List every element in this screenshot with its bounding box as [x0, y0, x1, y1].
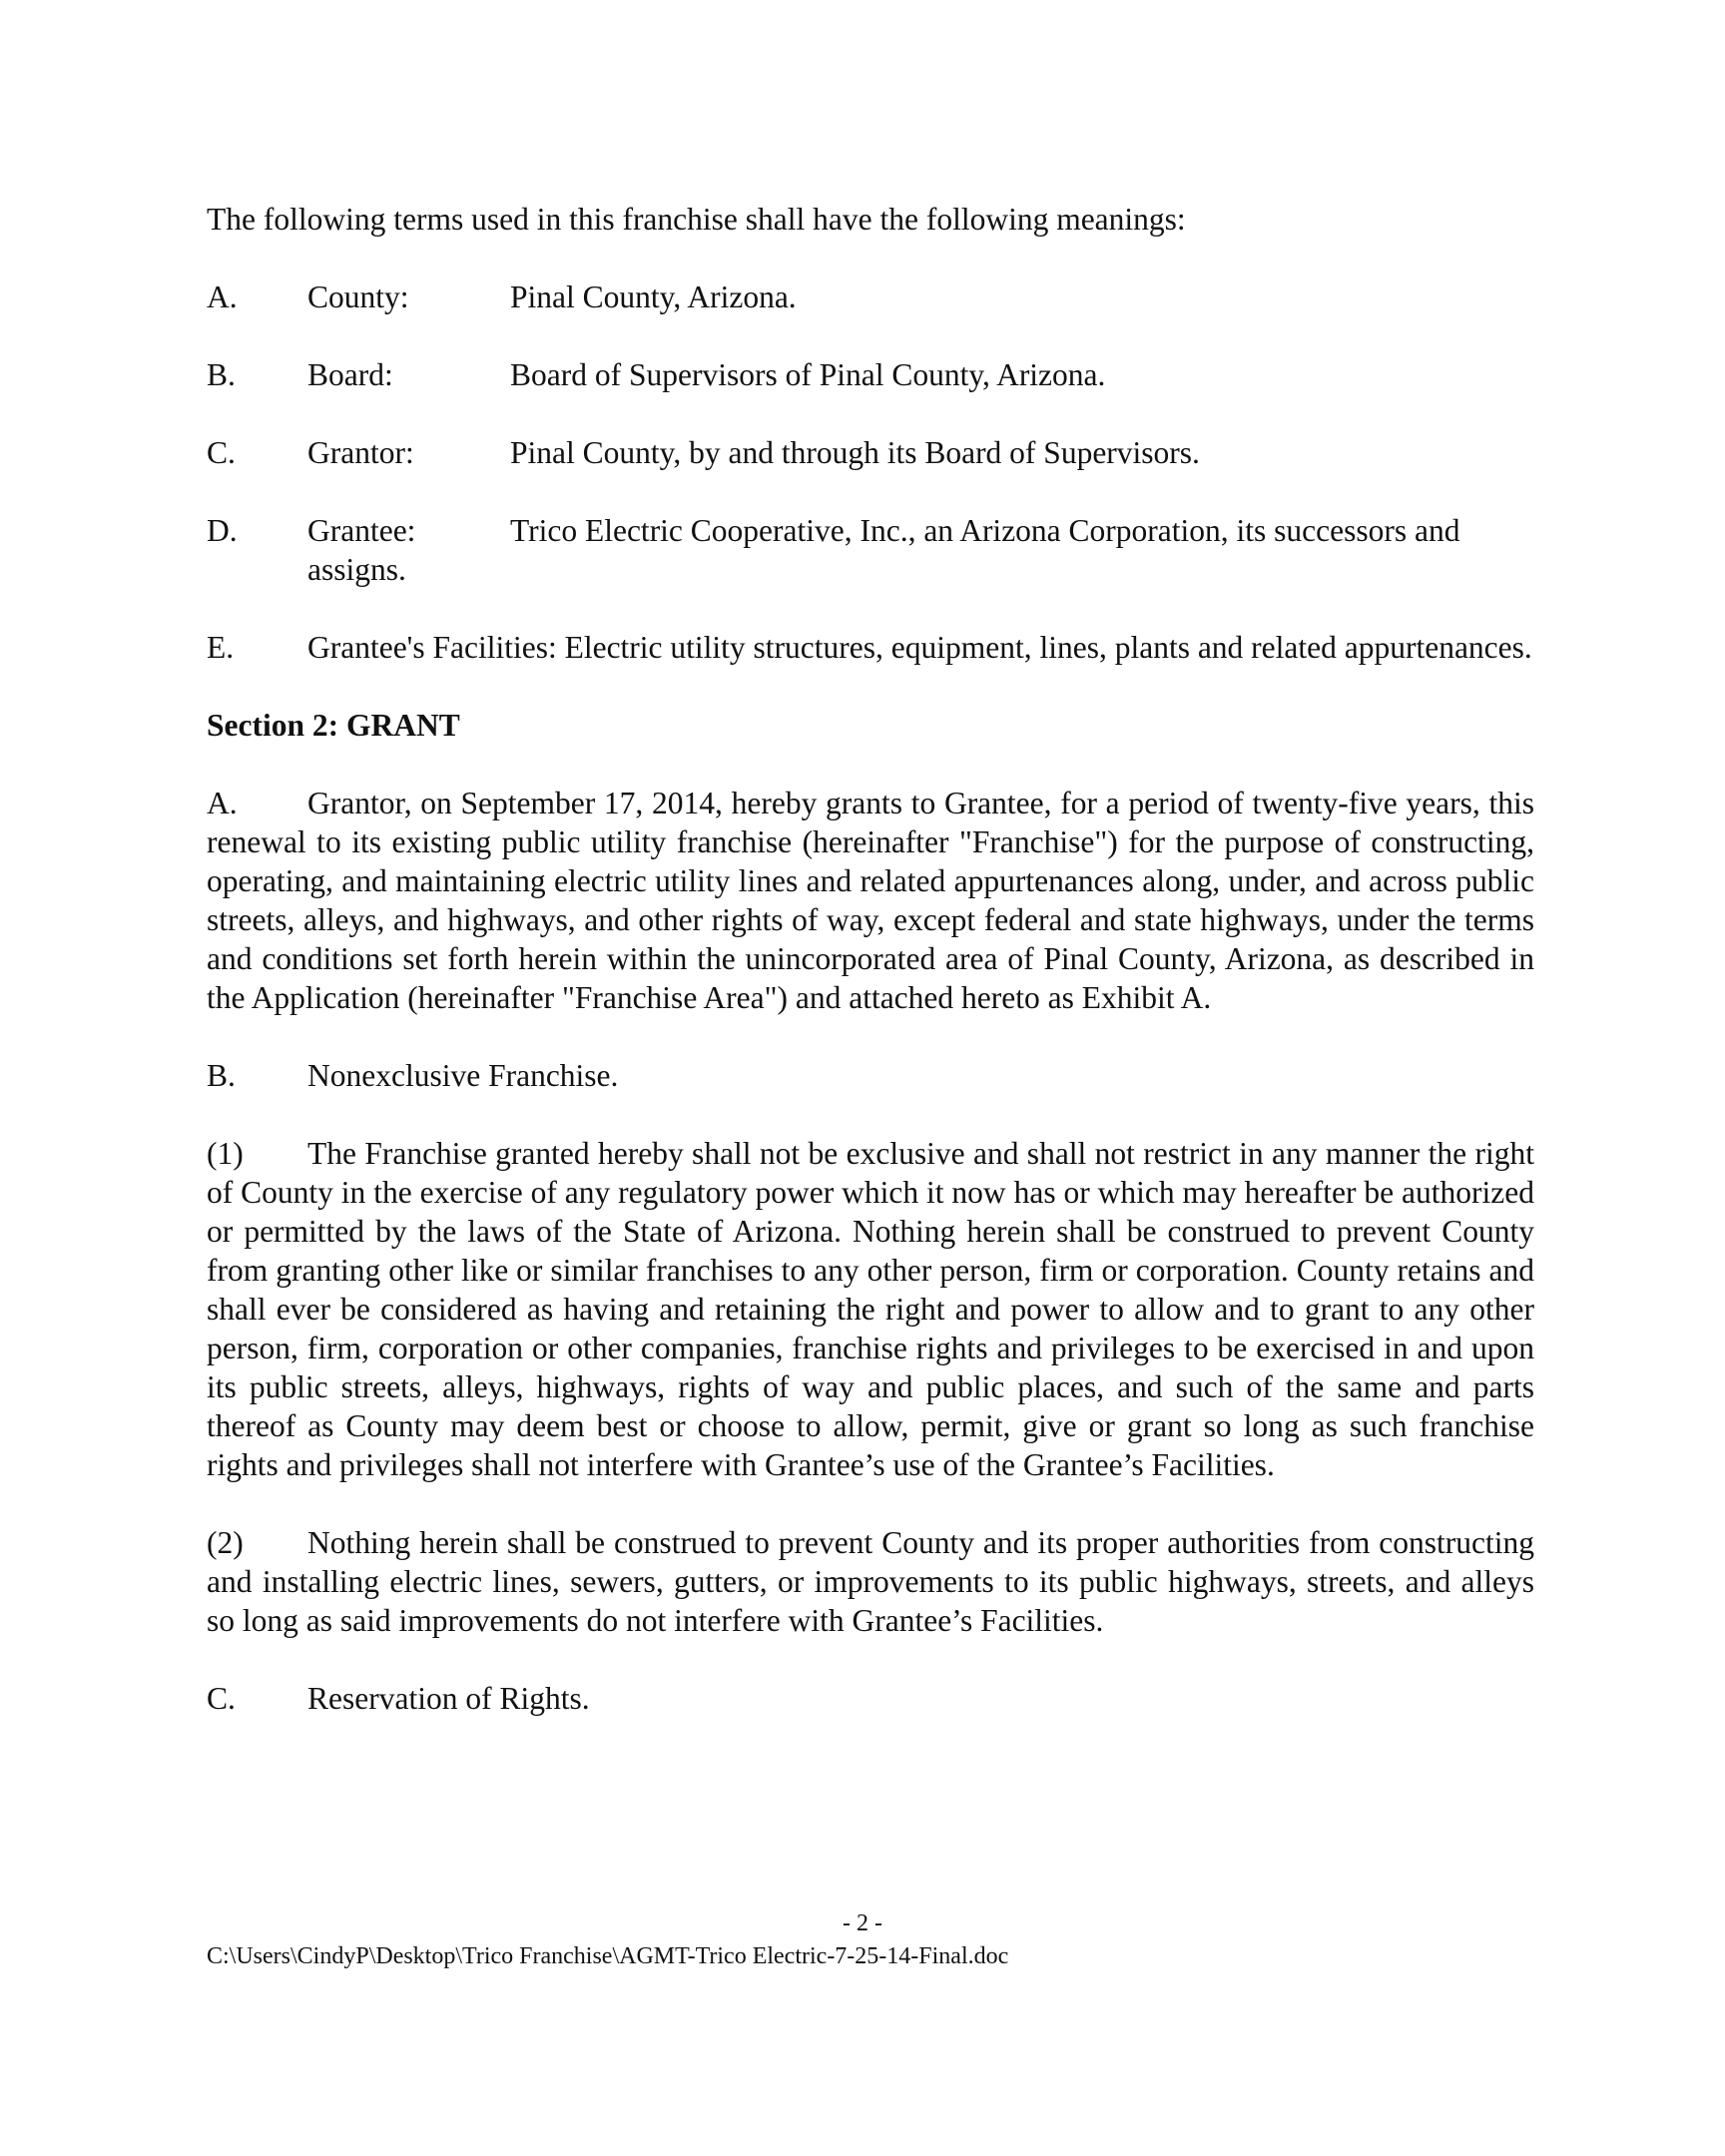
paragraph-lead: (1)	[207, 1136, 244, 1171]
document-body	[207, 200, 1534, 1757]
section-heading: Section 2: GRANT	[207, 708, 460, 743]
subsection-heading-b	[207, 1056, 1534, 1095]
definition-letter: E.	[207, 630, 235, 665]
file-path-footer: C:\Users\CindyP\Desktop\Trico Franchise\AGMT-Trico Electric-7-25-14-Final.doc	[207, 1943, 1009, 1969]
subsection-heading-c	[207, 1679, 1534, 1718]
definition-letter: B.	[207, 357, 236, 392]
definitions-intro: The following terms used in this franchise shall have the following meanings:	[207, 202, 1186, 237]
paragraph-text: The Franchise granted hereby shall not be exclusive and shall not restrict in any manner the right of County in the exercise of any regulatory power which it now has or which may hereafter be authorized or permitted by the laws of the State of Arizona. Nothing herein shall be construed to prevent County from granting other like or similar franchises to any other person, firm or corporation. County retains and shall ever be considered as having and retaining the right and power to allow and to grant to any other person, firm, corporation or other companies, franchise rights and privileges to be exercised in and upon its public streets, alleys, highways, rights of way and public places, and such of the same and parts thereof as County may deem best or choose to allow, permit, give or grant so long as such franchise rights and privileges shall not interfere with Grantee’s use of the Grantee’s Facilities.	[207, 1136, 1534, 1482]
definition-term: Grantor:	[307, 435, 414, 470]
definition-board	[207, 355, 1534, 394]
nonexclusive-paragraph-1	[207, 1134, 1534, 1484]
definition-term: County:	[307, 279, 409, 314]
definition-county	[207, 277, 1534, 316]
definition-meaning: Trico Electric Cooperative, Inc., an Arizona Corporation, its successors and	[510, 513, 1460, 548]
definition-grantee	[207, 511, 1534, 589]
nonexclusive-paragraph-2	[207, 1523, 1534, 1640]
paragraph-text: Grantor, on September 17, 2014, hereby grants to Grantee, for a period of twenty-five years, this renewal to its existing public utility franchise (hereinafter "Franchise") for the purpose of constructing, operating, and maintaining electric utility lines and related appurtenances along, under, and across public streets, alleys, and highways, and other rights of way, except federal and state highways, under the terms and conditions set forth herein within the unincorporated area of Pinal County, Arizona, as described in the Application (hereinafter "Franchise Area") and attached hereto as Exhibit A.	[207, 786, 1534, 1015]
subsection-title: Reservation of Rights.	[307, 1681, 590, 1716]
definition-text: Grantee's Facilities: Electric utility structures, equipment, lines, plants and related appurtenances.	[307, 630, 1532, 665]
subsection-title: Nonexclusive Franchise.	[307, 1058, 619, 1093]
subsection-letter: B.	[207, 1058, 236, 1093]
paragraph-lead: A.	[207, 786, 238, 820]
definition-meaning: Board of Supervisors of Pinal County, Arizona.	[510, 357, 1106, 392]
definition-meaning: Pinal County, by and through its Board of Supervisors.	[510, 435, 1200, 470]
definition-meaning: Pinal County, Arizona.	[510, 279, 797, 314]
subsection-letter: C.	[207, 1681, 236, 1716]
paragraph-lead: (2)	[207, 1525, 244, 1560]
grant-paragraph-a	[207, 784, 1534, 1017]
definition-letter: D.	[207, 513, 238, 548]
definition-continuation: assigns.	[307, 552, 406, 587]
paragraph-text: Nothing herein shall be construed to prevent County and its proper authorities from constructing and installing electric lines, sewers, gutters, or improvements to its public highways, streets, and alleys so long as said improvements do not interfere with Grantee’s Facilities.	[207, 1525, 1534, 1638]
definition-term: Grantee:	[307, 513, 416, 548]
definition-term: Board:	[307, 357, 393, 392]
definition-grantee-facilities	[207, 628, 1534, 667]
definition-letter: A.	[207, 279, 238, 314]
definition-grantor	[207, 433, 1534, 472]
page-number: - 2 -	[843, 1910, 882, 1936]
definition-letter: C.	[207, 435, 236, 470]
